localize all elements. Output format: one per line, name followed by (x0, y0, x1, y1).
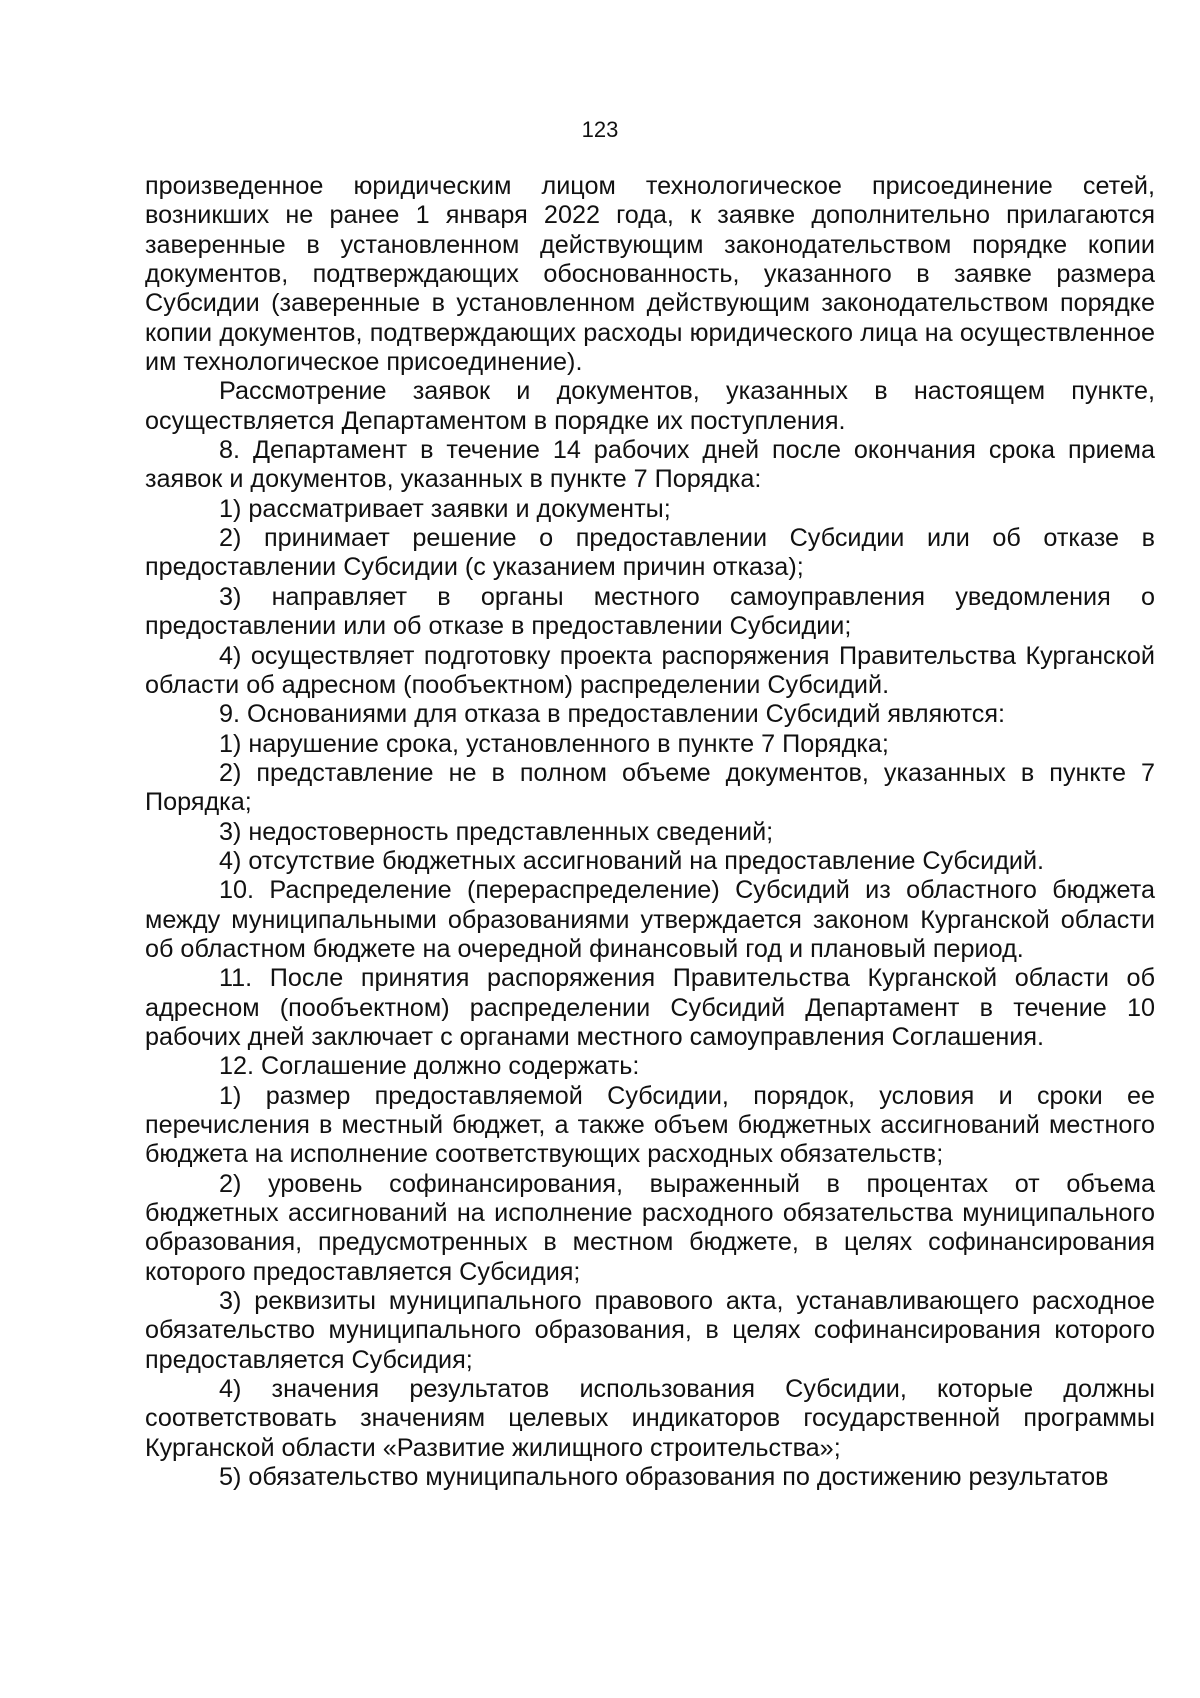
paragraph: 10. Распределение (перераспределение) Субсидий из областного бюджета между муниципальными образованиями утверждается законом Курганской области об областном бюджете на очередной финансовый год и плановый период. (145, 876, 1155, 963)
paragraph: 12. Соглашение должно содержать: (219, 1052, 640, 1081)
paragraph: 8. Департамент в течение 14 рабочих дней после окончания срока приема заявок и документов, указанных в пункте 7 Порядка: (145, 436, 1155, 494)
document-body (145, 172, 1155, 1492)
list-item: 1) размер предоставляемой Субсидии, порядок, условия и сроки ее перечисления в местный бюджет, а также объем бюджетных ассигнований местного бюджета на исполнение соответствующих расходных обязательств; (145, 1081, 1155, 1169)
list-item: 4) отсутствие бюджетных ассигнований на предоставление Субсидий. (219, 846, 1045, 875)
paragraph: 9. Основаниями для отказа в предоставлении Субсидий являются: (219, 700, 1005, 729)
paragraph: произведенное юридическим лицом технологическое присоединение сетей, возникших не ранее 1 января 2022 года, к заявке дополнительно прилагаются заверенные в установленном действующим законодательством порядке копии документов, подтверждающих обоснованность, указанного в заявке размера Субсидии (заверенные в установленном действующим законодательством порядке копии документов, подтверждающих расходы юридического лица на осуществленное им технологическое присоединение). (145, 172, 1155, 377)
page-number: 123 (581, 117, 619, 142)
list-item: 2) принимает решение о предоставлении Субсидии или об отказе в предоставлении Субсидии (с указанием причин отказа); (145, 524, 1155, 582)
list-item: 4) значения результатов использования Субсидии, которые должны соответствовать значениям целевых индикаторов государственной программы Курганской области «Развитие жилищного строительства»; (145, 1375, 1155, 1462)
list-item: 2) уровень софинансирования, выраженный в процентах от объема бюджетных ассигнований на исполнение расходного обязательства муниципального образования, предусмотренных в местном бюджете, в целях софинансирования которого предоставляется Субсидия; (145, 1169, 1155, 1286)
list-item: 3) недостоверность представленных сведений; (219, 817, 774, 846)
list-item: 5) обязательство муниципального образования по достижению результатов (219, 1463, 1109, 1492)
list-item: 2) представление не в полном объеме документов, указанных в пункте 7 Порядка; (145, 758, 1155, 817)
paragraph: 11. После принятия распоряжения Правительства Курганской области об адресном (пообъектном) распределении Субсидий Департамент в течение 10 рабочих дней заключает с органами местного самоуправления Соглашения. (145, 964, 1155, 1051)
list-item: 4) осуществляет подготовку проекта распоряжения Правительства Курганской области об адресном (пообъектном) распределении Субсидий. (145, 641, 1155, 699)
paragraph: Рассмотрение заявок и документов, указанных в настоящем пункте, осуществляется Департаментом в порядке их поступления. (145, 377, 1155, 435)
list-item: 1) нарушение срока, установленного в пункте 7 Порядка; (219, 729, 889, 758)
list-item: 3) реквизиты муниципального правового акта, устанавливающего расходное обязательство муниципального образования, в целях софинансирования которого предоставляется Субсидия; (145, 1287, 1155, 1374)
list-item: 3) направляет в органы местного самоуправления уведомления о предоставлении или об отказе в предоставлении Субсидии; (145, 582, 1155, 641)
list-item: 1) рассматривает заявки и документы; (219, 494, 671, 523)
